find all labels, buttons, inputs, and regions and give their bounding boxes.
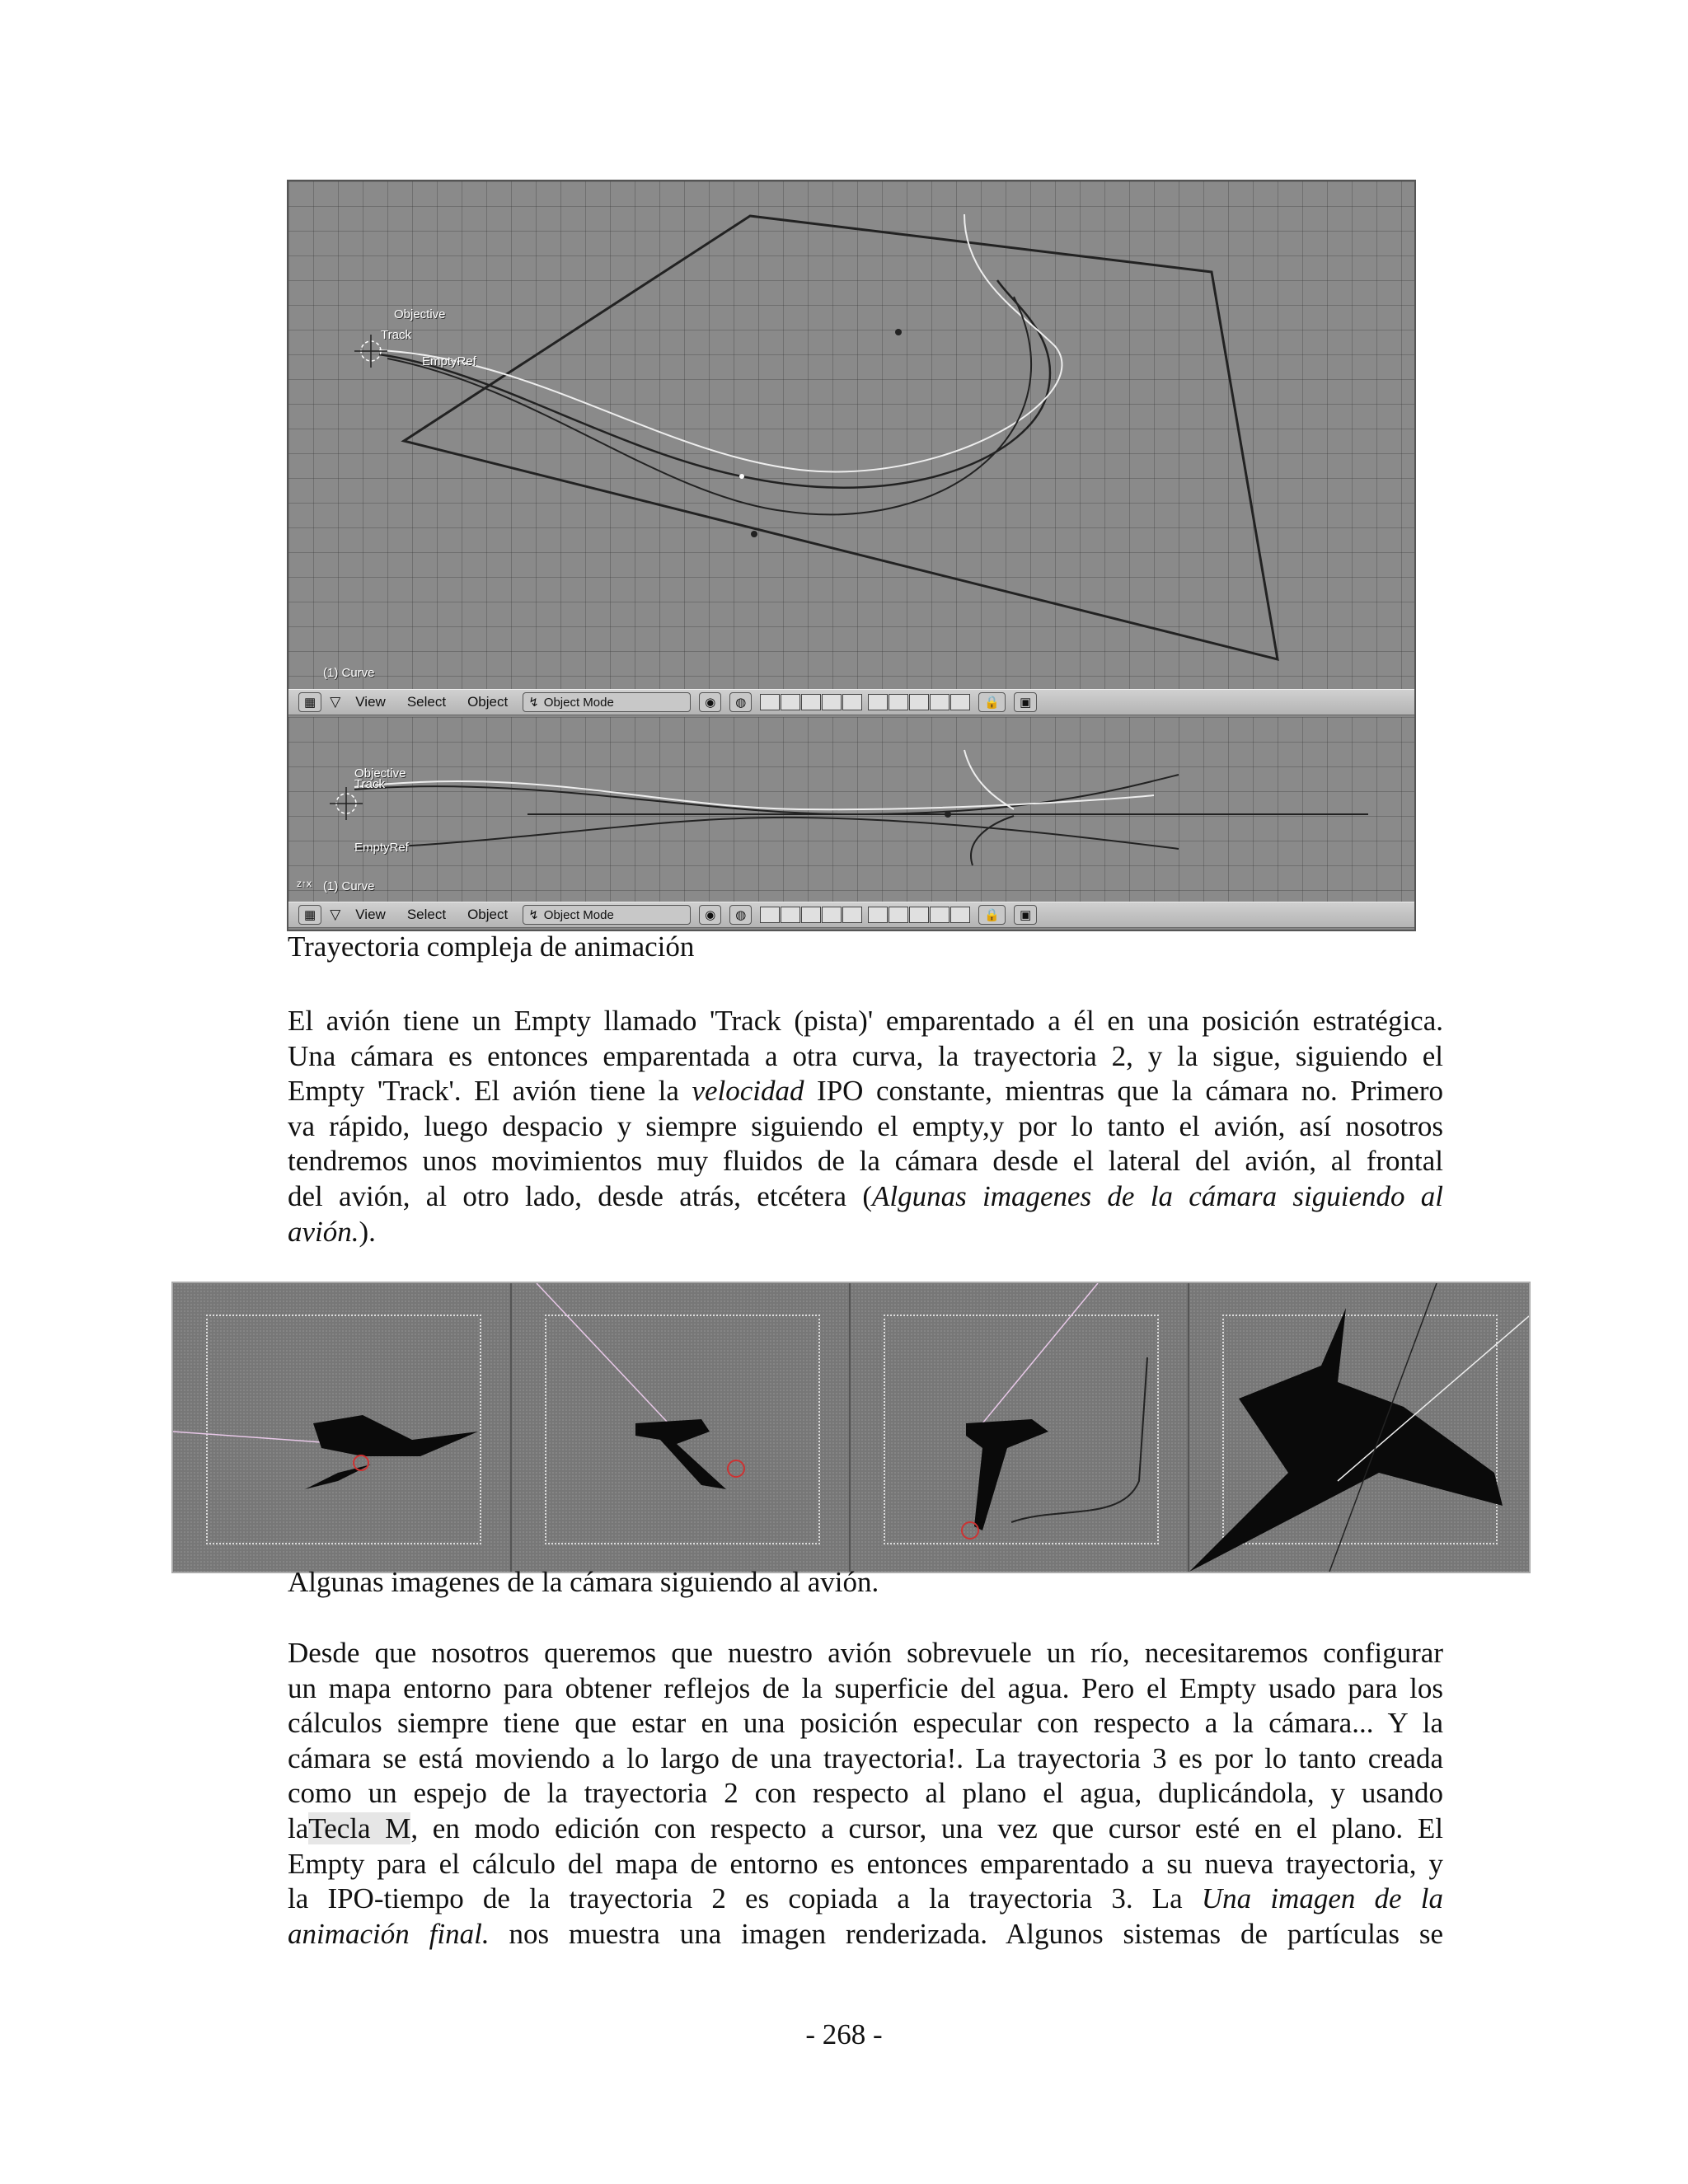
label-objective: Objective — [354, 766, 406, 780]
bottom-viewport[interactable] — [288, 717, 1414, 902]
label-objective: Objective — [394, 307, 446, 321]
viewport-status: (1) Curve — [323, 666, 375, 680]
bottom-viewport-header — [288, 902, 1414, 928]
camera-frame-3 — [851, 1283, 1189, 1572]
label-track: Track — [381, 328, 411, 342]
collapse-arrow-icon[interactable]: ▽ — [330, 907, 341, 922]
plane-silhouette-1 — [173, 1283, 512, 1572]
draw-type-icon[interactable]: ◉ — [699, 905, 721, 925]
lock-icon[interactable]: 🔒 — [978, 692, 1006, 712]
bottom-viewport-drawing — [288, 717, 1414, 902]
p2-line-3: cálculos siempre tiene que estar en una posición especular con respecto a la cámara... Y la — [288, 1707, 1443, 1740]
camera-frame-4 — [1189, 1283, 1529, 1572]
viewport-status: (1) Curve — [323, 879, 375, 893]
layer-buttons[interactable] — [760, 907, 970, 923]
camera-frame-1 — [173, 1283, 512, 1572]
p2-line-2: un mapa entorno para obtener reflejos de la superficie del agua. Pero el Empty usado para los — [288, 1671, 1443, 1704]
p1-line-4: va rápido, luego despacio y siempre siguiendo el empty,y por lo tanto el avión, así nosotros — [288, 1109, 1443, 1142]
key-m-link[interactable]: Tecla M — [308, 1811, 411, 1844]
menu-select[interactable]: Select — [406, 694, 447, 710]
p2-line-8: la IPO-tiempo de la trayectoria 2 es copiada a la trayectoria 3. La Una imagen de la — [288, 1882, 1443, 1915]
render-icon[interactable]: ▣ — [1014, 692, 1037, 712]
top-viewport[interactable] — [288, 181, 1414, 689]
paragraph-1 — [288, 1004, 1443, 1249]
p2-line-7: Empty para el cálculo del mapa de entorno es entonces emparentado a su nueva trayectoria, y — [288, 1847, 1443, 1880]
menu-object[interactable]: Object — [467, 694, 509, 710]
label-track: Track — [354, 777, 385, 791]
paragraph-2 — [288, 1636, 1443, 1952]
plane-silhouette-4 — [1189, 1283, 1529, 1572]
object-mode-icon: ↯ — [528, 908, 539, 922]
p2-line-4: cámara se está moviendo a lo largo de una trayectoria!. La trayectoria 3 es por lo tanto creada — [288, 1741, 1443, 1774]
lock-icon[interactable]: 🔒 — [978, 905, 1006, 925]
label-emptyref: EmptyRef — [354, 841, 409, 855]
p2-line-9: animación final. nos muestra una imagen renderizada. Algunos sistemas de partículas se — [288, 1917, 1443, 1950]
cursor-icon — [330, 787, 363, 820]
pivot-icon[interactable]: ◍ — [729, 692, 752, 712]
figure-1-caption: Trayectoria compleja de animación — [288, 930, 695, 963]
menu-view[interactable]: View — [355, 694, 386, 710]
figure-2-caption: Algunas imagenes de la cámara siguiendo al avión. — [288, 1566, 879, 1598]
editor-type-icon[interactable]: ▦ — [298, 905, 321, 925]
figure-1-blender-screenshot — [287, 180, 1416, 931]
editor-type-icon[interactable]: ▦ — [298, 692, 321, 712]
layer-buttons[interactable] — [760, 694, 970, 710]
p2-line-5: como un espejo de la trayectoria 2 con respecto al plano el agua, duplicándola, y usando — [288, 1777, 1443, 1810]
label-emptyref: EmptyRef — [422, 354, 476, 368]
mode-select[interactable]: ↯ Object Mode — [523, 905, 691, 925]
object-mode-icon: ↯ — [528, 696, 539, 710]
page-number: - 268 - — [805, 2018, 883, 2050]
render-icon[interactable]: ▣ — [1014, 905, 1037, 925]
collapse-arrow-icon[interactable]: ▽ — [330, 694, 341, 710]
p1-line-5: tendremos unos movimientos muy fluidos de la cámara desde el lateral del avión, al frontal — [288, 1145, 1443, 1178]
p1-line-7: avión.). — [288, 1215, 376, 1248]
top-viewport-drawing — [288, 181, 1414, 689]
p1-line-6: del avión, al otro lado, desde atrás, etcétera (Algunas imagenes de la cámara siguiendo al — [288, 1179, 1444, 1212]
camera-frame-2 — [512, 1283, 851, 1572]
p1-line-3: Empty 'Track'. El avión tiene la velocidad IPO constante, mientras que la cámara no. Primero — [288, 1075, 1443, 1108]
p1-line-1: El avión tiene un Empty llamado 'Track (pista)' emparentado a él en una posición estratégica. — [288, 1005, 1443, 1037]
menu-select[interactable]: Select — [406, 907, 447, 922]
plane-silhouette-2 — [512, 1283, 851, 1572]
draw-type-icon[interactable]: ◉ — [699, 692, 721, 712]
plane-silhouette-3 — [851, 1283, 1189, 1572]
p1-line-2: Una cámara es entonces emparentada a otra curva, la trayectoria 2, y la sigue, siguiendo el — [288, 1039, 1443, 1072]
p2-line-6: laTecla M, en modo edición con respecto a cursor, una vez que cursor esté en el plano. El — [288, 1811, 1443, 1844]
p2-line-1: Desde que nosotros queremos que nuestro avión sobrevuele un río, necesitaremos configurar — [288, 1637, 1443, 1669]
menu-view[interactable]: View — [355, 907, 386, 922]
top-viewport-header — [288, 689, 1414, 715]
menu-object[interactable]: Object — [467, 907, 509, 922]
pivot-icon[interactable]: ◍ — [729, 905, 752, 925]
axis-icon: z↑x — [297, 878, 312, 889]
figure-2-camera-frames — [171, 1282, 1531, 1573]
mode-select[interactable]: ↯ Object Mode — [523, 692, 691, 712]
